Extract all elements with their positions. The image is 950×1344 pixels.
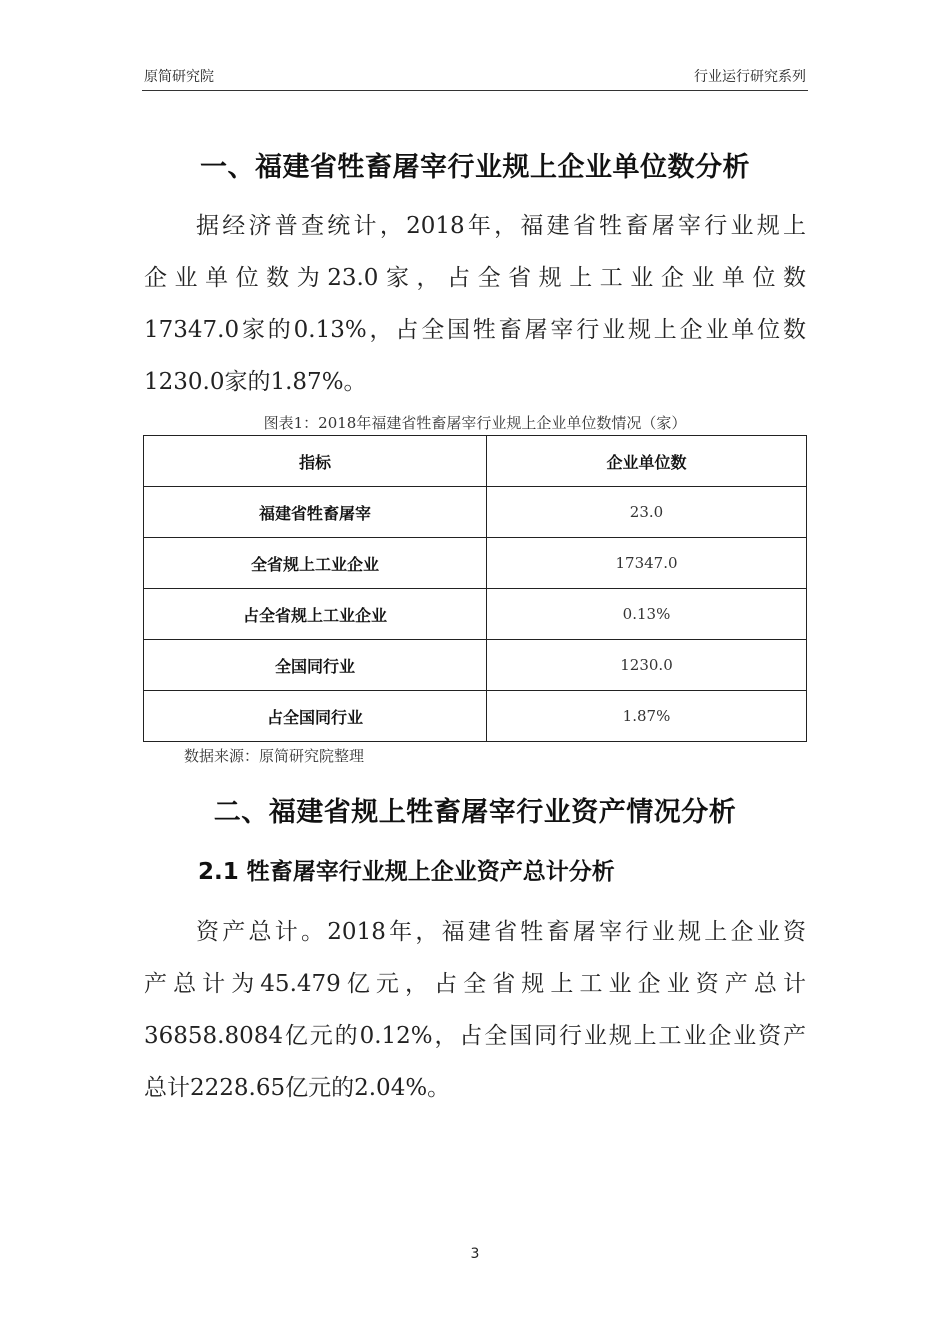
row-value: 1.87% — [487, 691, 807, 742]
table-row — [144, 487, 807, 538]
row-label: 占全国同行业 — [144, 691, 487, 742]
paragraph-line: 36858.8084亿元的0.12%，占全国同行业规上工业企业资产 — [144, 1023, 806, 1049]
row-label: 全省规上工业企业 — [144, 538, 487, 589]
section1-paragraph — [144, 200, 806, 408]
paragraph-line: 1230.0家的1.87%。 — [144, 369, 367, 395]
table-row — [144, 589, 807, 640]
row-value: 1230.0 — [487, 640, 807, 691]
row-label: 全国同行业 — [144, 640, 487, 691]
row-label: 占全省规上工业企业 — [144, 589, 487, 640]
paragraph-line: 总计2228.65亿元的2.04%。 — [144, 1075, 451, 1101]
column-header: 指标 — [144, 436, 487, 487]
table-source-note: 数据来源：原简研究院整理 — [184, 747, 365, 765]
data-table — [143, 435, 807, 742]
section1-title: 一、福建省牲畜屠宰行业规上企业单位数分析 — [200, 152, 750, 183]
paragraph-line: 17347.0家的0.13%，占全国牲畜屠宰行业规上企业单位数 — [144, 317, 806, 343]
table-header-row — [144, 436, 807, 487]
column-header: 企业单位数 — [487, 436, 807, 487]
row-value: 23.0 — [487, 487, 807, 538]
section2-title: 二、福建省规上牲畜屠宰行业资产情况分析 — [213, 797, 737, 828]
paragraph-line: 资产总计。2018年，福建省牲畜屠宰行业规上企业资 — [196, 919, 806, 945]
header-left-text: 原简研究院 — [144, 69, 214, 85]
subsection-title: 2.1 牲畜屠宰行业规上企业资产总计分析 — [198, 859, 615, 885]
section2-paragraph — [144, 906, 806, 1114]
header-right-text: 行业运行研究系列 — [694, 69, 806, 85]
table-row — [144, 691, 807, 742]
header-divider — [142, 90, 808, 91]
table-row — [144, 538, 807, 589]
table-caption: 图表1：2018年福建省牲畜屠宰行业规上企业单位数情况（家） — [263, 414, 687, 432]
row-label: 福建省牲畜屠宰 — [144, 487, 487, 538]
paragraph-line: 产总计为45.479亿元，占全省规上工业企业资产总计 — [144, 971, 806, 997]
row-value: 17347.0 — [487, 538, 807, 589]
table-row — [144, 640, 807, 691]
paragraph-line: 企业单位数为23.0家，占全省规上工业企业单位数 — [144, 265, 806, 291]
paragraph-line: 据经济普查统计，2018年，福建省牲畜屠宰行业规上 — [196, 213, 806, 239]
page-number: 3 — [470, 1246, 480, 1262]
row-value: 0.13% — [487, 589, 807, 640]
